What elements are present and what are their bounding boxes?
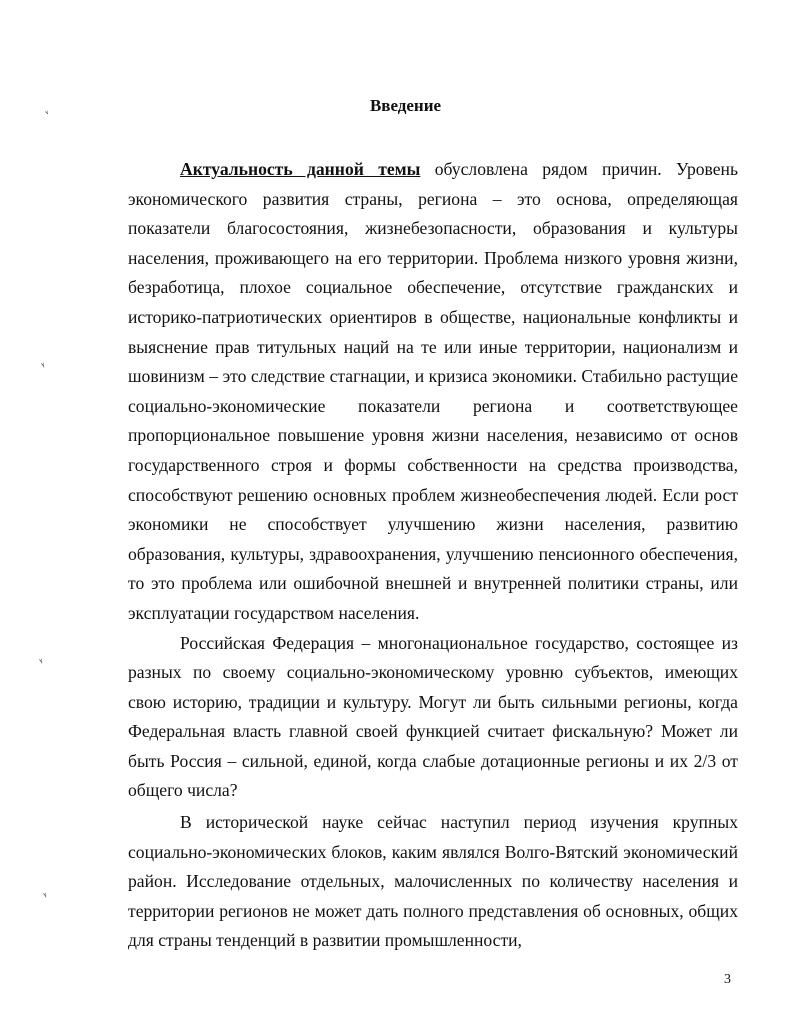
scan-margin-mark: ᵛ: [44, 107, 52, 121]
paragraph-1-text: обусловлена рядом причин. Уровень экономического развития страны, региона – это основа, определяющая показатели благосостояния, жизнебезопасности, образования и культуры населения, проживающего на его территории. Проблема низкого уровня жизни, безработица, плохое социальное обеспечение, отсутствие гражданских и историко-патриотических ориентиров в обществе, национальные конфликты и выяснение прав титульных наций на те или иные территории, национализм и шовинизм – это следствие стагнации, и кризиса экономики. Стабильно растущие социально-экономические показатели региона и соответствующее пропорциональное повышение уровня жизни населения, независимо от основ государственного строя и формы собственности на средства производства, способствуют решению основных проблем жизнеобеспечения людей. Если рост экономики не способствует улучшению жизни населения, развитию образования, культуры, здравоохранения, улучшению пенсионного обеспечения, то это проблема или ошибочной внешней и внутренней политики страны, или эксплуатации государством населения.: [128, 159, 738, 623]
scan-margin-mark: ᵞ: [40, 359, 47, 373]
paragraph-lead-emphasis: Актуальность данной темы: [180, 159, 421, 179]
scan-margin-mark: ᵞ: [42, 889, 49, 903]
paragraph-2: Российская Федерация – многонациональное государство, состоящее из разных по своему социально-экономическому уровню субъектов, имеющих свою историю, традиции и культуру. Могут ли быть сильными регионы, когда Федеральная власть главной своей функцией считает фискальную? Может ли быть Россия – сильной, единой, когда слабые дотационные регионы и их 2/3 от общего числа?: [128, 632, 738, 801]
scan-margin-mark: ᵞ: [38, 655, 45, 669]
paragraph-3: В исторической науке сейчас наступил период изучения крупных социально-экономических блоков, каким являлся Волго-Вятский экономический район. Исследование отдельных, малочисленных по количеству населения и территории регионов не может дать полного представления об основных, общих для страны тенденций в развитии промышленности,: [128, 812, 738, 951]
body-text: [128, 155, 738, 956]
paragraph-1: [128, 155, 738, 629]
page-number: 3: [724, 972, 731, 987]
page-title: Введение: [369, 96, 442, 115]
